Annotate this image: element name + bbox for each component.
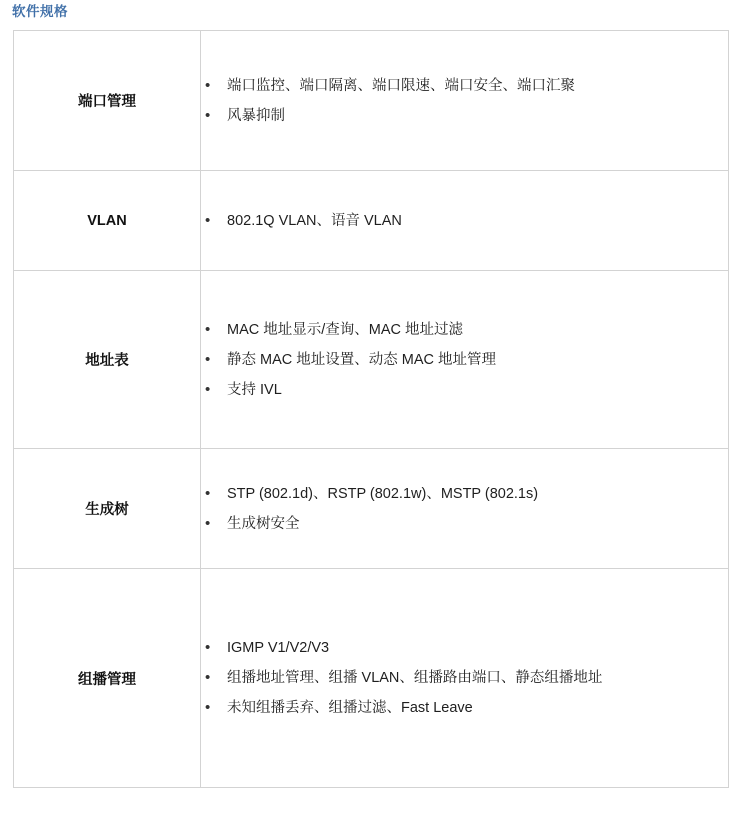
list-item bbox=[201, 479, 728, 509]
row-category-cell: VLAN bbox=[14, 171, 201, 271]
table-row bbox=[14, 31, 729, 171]
bullet-icon: • bbox=[205, 350, 211, 368]
row-category-cell: 端口管理 bbox=[14, 31, 201, 171]
item-list bbox=[201, 71, 728, 131]
list-item bbox=[201, 315, 728, 345]
list-item bbox=[201, 71, 728, 101]
list-item-text: 风暴抑制 bbox=[227, 107, 285, 124]
list-item-text: 802.1Q VLAN、语音 VLAN bbox=[227, 212, 402, 229]
table-row bbox=[14, 171, 729, 271]
row-category-cell: 组播管理 bbox=[14, 569, 201, 788]
list-item bbox=[201, 693, 728, 723]
list-item bbox=[201, 206, 728, 236]
bullet-icon: • bbox=[205, 514, 211, 532]
list-item-text: 静态 MAC 地址设置、动态 MAC 地址管理 bbox=[227, 351, 497, 368]
bullet-icon: • bbox=[205, 211, 211, 229]
row-category-cell: 地址表 bbox=[14, 271, 201, 449]
list-item bbox=[201, 633, 728, 663]
row-items-cell bbox=[201, 449, 729, 569]
bullet-icon: • bbox=[205, 320, 211, 338]
list-item-text: 端口监控、端口隔离、端口限速、端口安全、端口汇聚 bbox=[227, 77, 575, 94]
bullet-icon: • bbox=[205, 484, 211, 502]
list-item-text: 未知组播丢弃、组播过滤、Fast Leave bbox=[227, 700, 473, 716]
row-category-cell: 生成树 bbox=[14, 449, 201, 569]
table-row bbox=[14, 449, 729, 569]
list-item bbox=[201, 375, 728, 405]
item-list bbox=[201, 315, 728, 405]
list-item-text: IGMP V1/V2/V3 bbox=[227, 640, 330, 656]
bullet-icon: • bbox=[205, 639, 211, 656]
software-specification-table bbox=[13, 30, 729, 788]
list-item bbox=[201, 345, 728, 375]
list-item-text: 支持 IVL bbox=[227, 381, 282, 398]
list-item-text: 生成树安全 bbox=[227, 515, 300, 532]
row-items-cell bbox=[201, 569, 729, 788]
item-list bbox=[201, 479, 728, 539]
list-item bbox=[201, 663, 728, 693]
list-item-text: STP (802.1d)、RSTP (802.1w)、MSTP (802.1s) bbox=[227, 485, 539, 502]
bullet-icon: • bbox=[205, 380, 211, 398]
list-item-text: MAC 地址显示/查询、MAC 地址过滤 bbox=[227, 321, 464, 338]
table-row bbox=[14, 569, 729, 788]
table-row bbox=[14, 271, 729, 449]
bullet-icon: • bbox=[205, 106, 211, 124]
row-items-cell bbox=[201, 171, 729, 271]
list-item bbox=[201, 509, 728, 539]
item-list bbox=[201, 633, 728, 723]
row-items-cell bbox=[201, 31, 729, 171]
page-title: 软件规格 bbox=[12, 4, 68, 19]
bullet-icon: • bbox=[205, 76, 211, 94]
bullet-icon: • bbox=[205, 669, 211, 686]
list-item bbox=[201, 101, 728, 131]
row-items-cell bbox=[201, 271, 729, 449]
bullet-icon: • bbox=[205, 699, 211, 716]
list-item-text: 组播地址管理、组播 VLAN、组播路由端口、静态组播地址 bbox=[227, 670, 603, 686]
item-list bbox=[201, 206, 728, 236]
